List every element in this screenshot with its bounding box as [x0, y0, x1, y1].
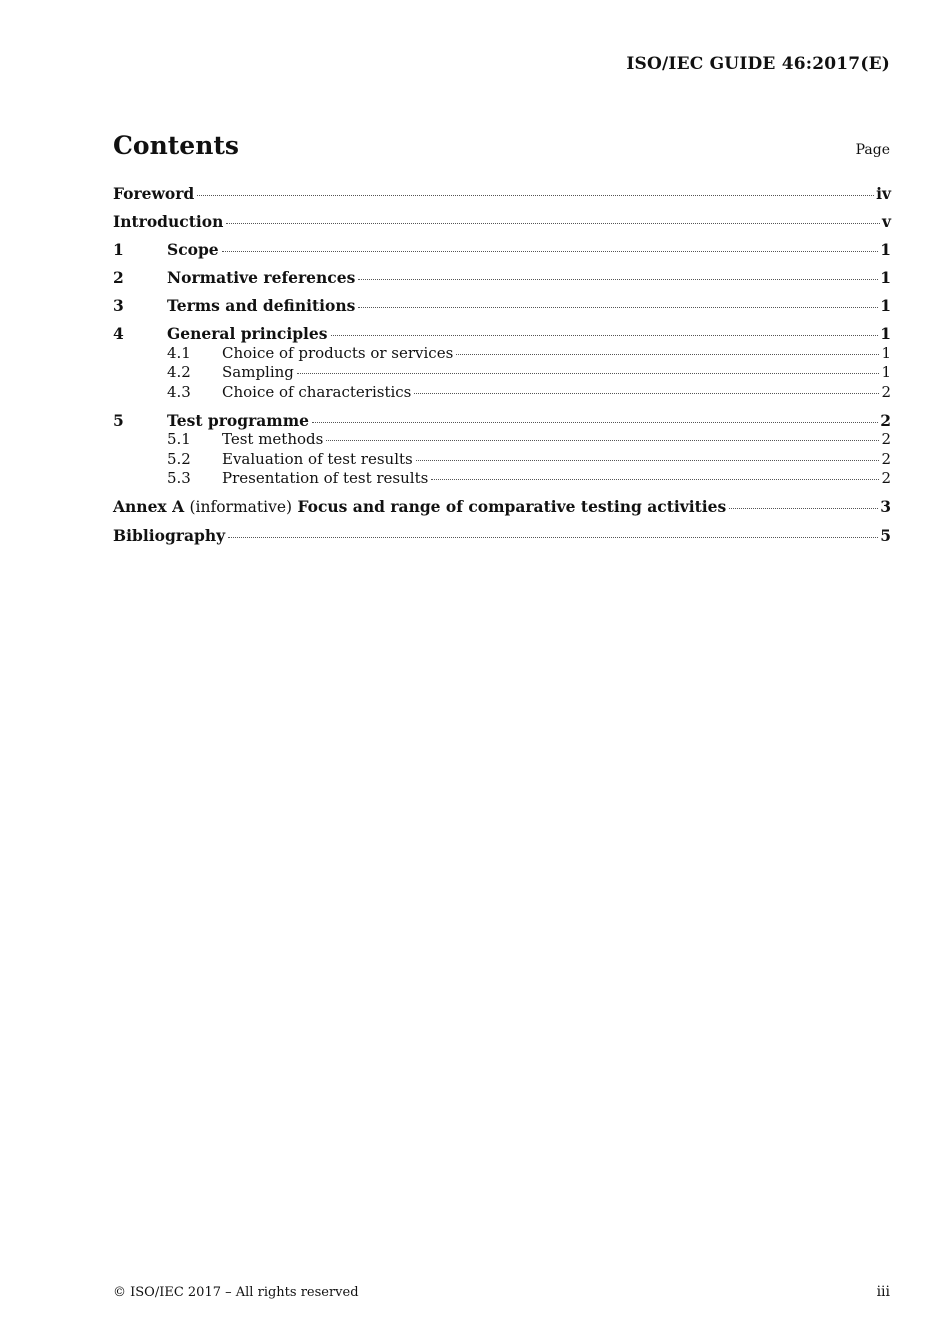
toc-entry-annex-a[interactable]: [113, 497, 891, 518]
toc-subentry-5-3[interactable]: [113, 469, 891, 489]
contents-heading: Contents: [113, 131, 240, 160]
toc-entry-page: 1: [880, 268, 891, 287]
dot-leader: [226, 223, 880, 224]
toc-entry-general-principles[interactable]: [113, 324, 891, 344]
dot-leader: [729, 508, 878, 509]
annex-title: Focus and range of comparative testing activities: [297, 497, 727, 516]
toc-entry-title: Introduction: [113, 212, 224, 231]
toc-entry-page: 2: [880, 410, 891, 430]
toc-entry-page: 1: [880, 240, 891, 259]
toc-entry-page: 1: [881, 343, 891, 362]
toc-entry-page: iv: [876, 184, 891, 203]
toc-entry-page: 2: [881, 382, 891, 401]
document-id-header: ISO/IEC GUIDE 46:2017(E): [626, 54, 890, 74]
toc-entry-title: Choice of characteristics: [222, 382, 412, 401]
toc-entry-page: 1: [881, 363, 891, 381]
toc-entry-introduction[interactable]: [113, 212, 891, 232]
toc-entry-number: 3: [113, 296, 124, 315]
toc-entry-page: 2: [881, 449, 891, 468]
toc-entry-number: 2: [113, 268, 124, 287]
toc-entry-page: v: [881, 212, 891, 231]
toc-entry-number: 5.2: [167, 449, 191, 468]
toc-entry-title: Test programme: [167, 410, 309, 430]
toc-entry-title: Foreword: [113, 184, 195, 203]
dot-leader: [326, 440, 879, 441]
toc-entry-number: 5.3: [167, 469, 191, 487]
table-of-contents: [113, 184, 891, 546]
toc-entry-page: 1: [880, 324, 891, 343]
toc-entry-title: Normative references: [167, 268, 356, 287]
toc-entry-title: Choice of products or services: [222, 343, 454, 362]
toc-entry-number: 1: [113, 240, 124, 259]
toc-entry-title: General principles: [167, 324, 328, 343]
toc-entry-bibliography[interactable]: [113, 526, 891, 546]
footer-page-number: iii: [876, 1284, 890, 1300]
toc-subentry-5-2[interactable]: [113, 450, 891, 470]
toc-entry-title: Bibliography: [113, 526, 226, 545]
dot-leader: [358, 279, 878, 280]
toc-entry-page: 1: [880, 296, 891, 315]
annex-kind: (informative): [189, 498, 293, 516]
dot-leader: [414, 393, 879, 394]
toc-entry-title: Scope: [167, 240, 219, 259]
toc-entry-number: 4.1: [167, 343, 191, 362]
page-column-label: Page: [855, 142, 890, 158]
toc-entry-test-programme[interactable]: [113, 411, 891, 431]
toc-entry-title: Terms and definitions: [167, 296, 356, 315]
toc-entry-foreword[interactable]: [113, 184, 891, 204]
toc-entry-title: [113, 497, 726, 518]
toc-entry-number: 5.1: [167, 430, 191, 448]
dot-leader: [416, 460, 880, 461]
toc-entry-title: Test methods: [222, 430, 324, 448]
toc-subentry-5-1[interactable]: [113, 430, 891, 450]
toc-entry-title: Presentation of test results: [222, 469, 429, 487]
dot-leader: [222, 251, 879, 252]
toc-entry-terms-and-definitions[interactable]: [113, 296, 891, 316]
annex-prefix: Annex A: [113, 497, 185, 516]
toc-entry-number: 5: [113, 410, 124, 430]
toc-entry-number: 4: [113, 324, 124, 343]
dot-leader: [197, 195, 874, 196]
toc-entry-scope[interactable]: [113, 240, 891, 260]
toc-entry-page: 2: [881, 469, 891, 487]
dot-leader: [228, 537, 878, 538]
toc-entry-page: 5: [880, 526, 891, 545]
dot-leader: [331, 335, 879, 336]
toc-entry-number: 4.2: [167, 363, 191, 381]
toc-entry-normative-references[interactable]: [113, 268, 891, 288]
toc-entry-number: 4.3: [167, 382, 191, 401]
toc-subentry-4-2[interactable]: [113, 363, 891, 383]
dot-leader: [358, 307, 878, 308]
dot-leader: [312, 422, 878, 423]
dot-leader: [456, 354, 879, 355]
toc-subentry-4-3[interactable]: [113, 383, 891, 403]
toc-subentry-4-1[interactable]: [113, 344, 891, 364]
footer-copyright: © ISO/IEC 2017 – All rights reserved: [113, 1285, 359, 1300]
toc-entry-page: 3: [880, 497, 891, 516]
toc-entry-title: Evaluation of test results: [222, 449, 413, 468]
dot-leader: [297, 373, 880, 374]
toc-entry-title: Sampling: [222, 363, 294, 381]
toc-entry-page: 2: [881, 430, 891, 448]
dot-leader: [431, 479, 879, 480]
